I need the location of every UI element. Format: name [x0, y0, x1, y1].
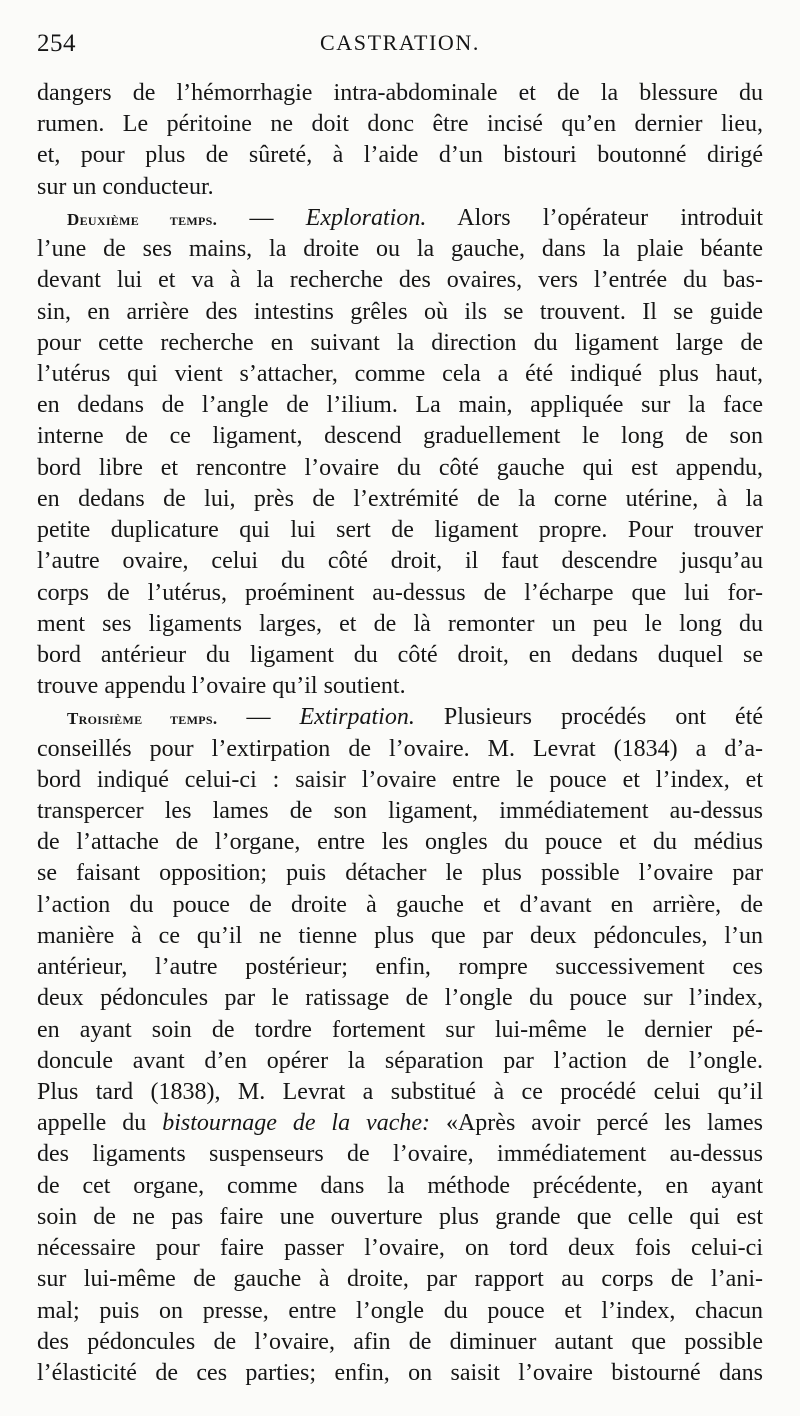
text-run: des ligaments suspenseurs de l’ovaire, immédiatement au-dessus [37, 1141, 763, 1168]
text-run: doncule avant d’en opérer la séparation par l’action de l’ongle. [37, 1047, 763, 1074]
text-run: rumen. Le péritoine ne doit donc être incisé qu’en dernier lieu, [37, 111, 763, 138]
text-run: des pédoncules de l’ovaire, afin de diminuer autant que possible [37, 1328, 763, 1355]
text-run: sur un conducteur. [37, 173, 214, 200]
text-line [37, 890, 763, 921]
text-line [37, 328, 763, 359]
text-line [37, 796, 763, 827]
text-run: conseillés pour l’extirpation de l’ovaire. M. Levrat (1834) a d’a- [37, 735, 763, 762]
text-run: dangers de l’hémorrhagie intra-abdominale et de la blessure du [37, 80, 763, 106]
text-run: mal; puis on presse, entre l’ongle du pouce et l’index, chacun [37, 1297, 763, 1324]
text-run: sur lui-même de gauche à droite, par rapport au corps de l’ani- [37, 1266, 763, 1293]
page-number: 254 [37, 30, 76, 57]
section-heading: Troisième temps. [67, 709, 218, 729]
text-line [37, 578, 763, 609]
text-run: Plus tard (1838), M. Levrat a substitué à ce procédé celui qu’il [37, 1079, 763, 1105]
text-run: appelle du [37, 1110, 163, 1137]
text-line [37, 952, 763, 983]
text-line [37, 390, 763, 421]
text-line [37, 1077, 763, 1108]
text-line [37, 1296, 763, 1327]
text-run: de cet organe, comme dans la méthode précédente, en ayant [37, 1172, 763, 1199]
text-line [37, 1358, 763, 1389]
text-line [37, 1171, 763, 1202]
text-run: l’utérus qui vient s’attacher, comme cela a été indiqué plus haut, [37, 360, 763, 387]
text-line [37, 921, 763, 952]
text-run: l’action du pouce de droite à gauche et d’avant en arrière, de [37, 891, 763, 918]
text-run: en dedans de lui, près de l’extrémité de la corne utérine, à la [37, 485, 763, 512]
text-line [37, 702, 763, 733]
text-run: l’une de ses mains, la droite ou la gauche, dans la plaie béante [37, 236, 763, 263]
text-run: pour cette recherche en suivant la direction du ligament large de [37, 329, 763, 356]
text-line [37, 172, 763, 203]
text-line [37, 203, 763, 234]
text-line [37, 858, 763, 889]
text-run: sin, en arrière des intestins grêles où ils se trouvent. Il se guide [37, 298, 763, 325]
text-run: de l’attache de l’organe, entre les ongles du pouce et du médius [37, 829, 763, 856]
text-run: soin de ne pas faire une ouverture plus grande que celle qui est [37, 1203, 763, 1230]
text-run: trouve appendu l’ovaire qu’il soutient. [37, 673, 406, 700]
text-line [37, 297, 763, 328]
text-run: bord antérieur du ligament du côté droit, en dedans duquel se [37, 641, 763, 668]
text-run: — [217, 704, 300, 731]
text-line [37, 359, 763, 390]
text-run: interne de ce ligament, descend graduellement le long de son [37, 423, 763, 450]
text-run: Alors l’opérateur introduit [426, 204, 763, 231]
text-run: en ayant soin de tordre fortement sur lui-même le dernier pé- [37, 1016, 763, 1043]
text-run: et, pour plus de sûreté, à l’aide d’un bistouri boutonné dirigé [37, 142, 763, 169]
text-run: antérieur, l’autre postérieur; enfin, rompre successivement ces [37, 954, 763, 981]
text-run: se faisant opposition; puis détacher le plus possible l’ovaire par [37, 860, 763, 887]
text-line [37, 765, 763, 796]
text-line [37, 515, 763, 546]
text-line [37, 1139, 763, 1170]
text-line [37, 1327, 763, 1358]
text-line [37, 109, 763, 140]
text-line [37, 78, 763, 109]
text-run: en dedans de l’angle de l’ilium. La main, appliquée sur la face [37, 392, 763, 419]
text-line [37, 421, 763, 452]
body-text [37, 78, 763, 1389]
text-line [37, 1046, 763, 1077]
text-line [37, 827, 763, 858]
text-line [37, 234, 763, 265]
italic-phrase: Exploration. [305, 204, 427, 231]
text-run: devant lui et va à la recherche des ovaires, vers l’entrée du bas- [37, 267, 763, 294]
text-line [37, 671, 763, 702]
text-run: ment ses ligaments larges, et de là remonter un peu le long du [37, 610, 763, 637]
running-title: CASTRATION. [320, 30, 480, 55]
text-run: l’autre ovaire, celui du côté droit, il faut descendre jusqu’au [37, 548, 763, 575]
text-line [37, 983, 763, 1014]
italic-phrase: Extirpation. [299, 704, 415, 731]
text-line [37, 609, 763, 640]
text-line [37, 1202, 763, 1233]
text-line [37, 1233, 763, 1264]
italic-phrase: bistournage de la vache: [162, 1110, 431, 1137]
text-line [37, 140, 763, 171]
text-line [37, 1264, 763, 1295]
text-line [37, 484, 763, 515]
text-line [37, 1108, 763, 1139]
text-run: l’élasticité de ces parties; enfin, on saisit l’ovaire bistourné dans [37, 1359, 763, 1386]
text-run: nécessaire pour faire passer l’ovaire, on tord deux fois celui-ci [37, 1235, 763, 1262]
text-line [37, 265, 763, 296]
text-line [37, 453, 763, 484]
text-run: Plusieurs procédés ont été [414, 704, 763, 731]
text-line [37, 734, 763, 765]
text-run: bord indiqué celui-ci : saisir l’ovaire entre le pouce et l’index, et [37, 766, 763, 793]
text-line [37, 1015, 763, 1046]
page-header [37, 30, 763, 66]
text-run: — [217, 204, 306, 231]
text-run: deux pédoncules par le ratissage de l’ongle du pouce sur l’index, [37, 985, 763, 1012]
text-line [37, 640, 763, 671]
text-run: petite duplicature qui lui sert de ligament propre. Pour trouver [37, 517, 763, 544]
text-line [37, 546, 763, 577]
text-run: manière à ce qu’il ne tienne plus que par deux pédoncules, l’un [37, 922, 763, 949]
text-run: corps de l’utérus, proéminent au-dessus de l’écharpe que lui for- [37, 579, 763, 606]
text-run: «Après avoir percé les lames [430, 1110, 763, 1137]
section-heading: Deuxième temps. [67, 209, 218, 229]
text-run: transpercer les lames de son ligament, immédiatement au-dessus [37, 798, 763, 825]
text-run: bord libre et rencontre l’ovaire du côté gauche qui est appendu, [37, 454, 763, 481]
